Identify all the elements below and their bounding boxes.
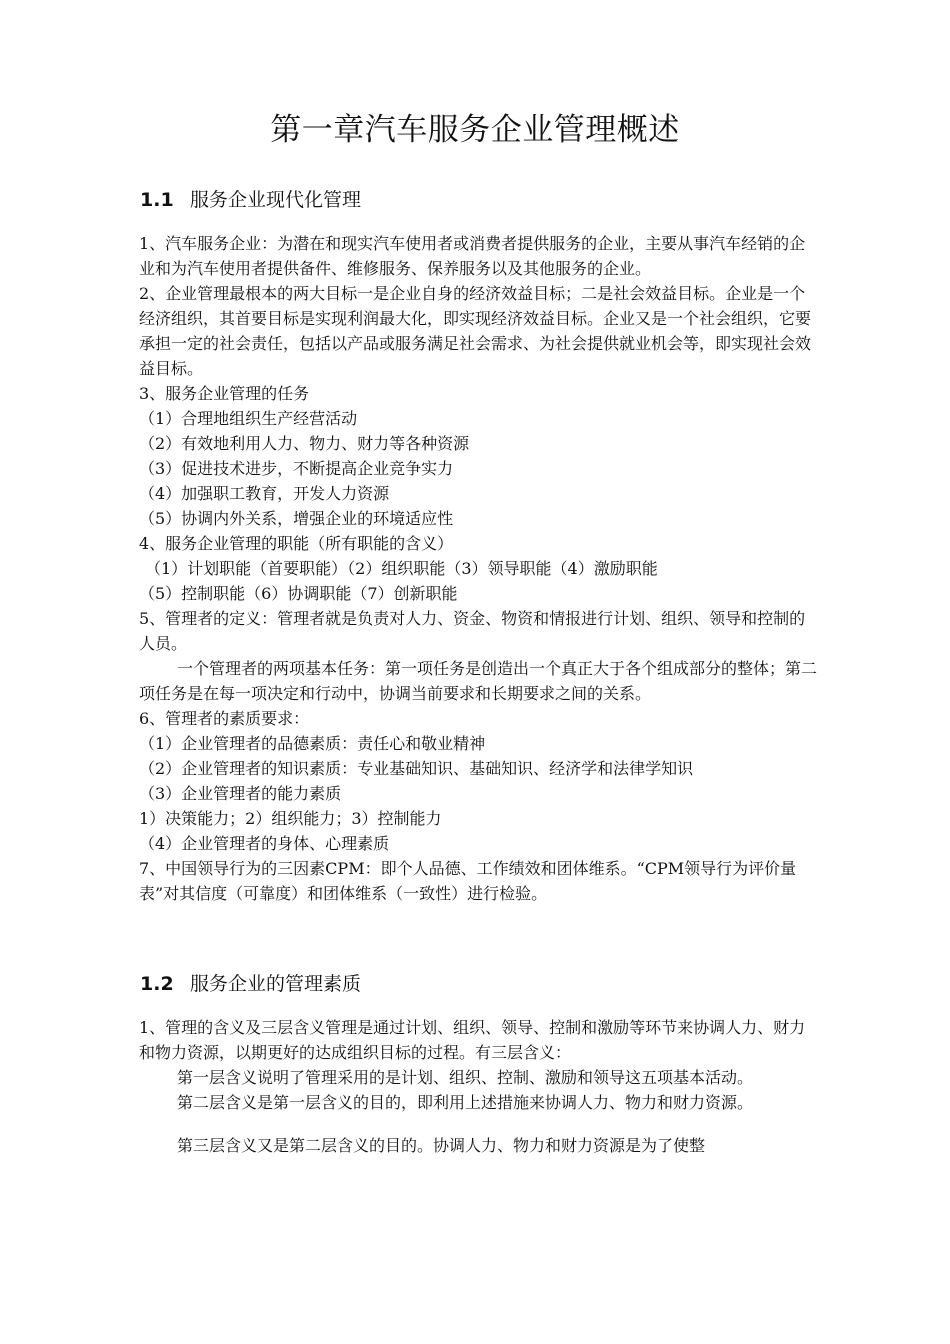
list-item: （2）企业管理者的知识素质：专业基础知识、基础知识、经济学和法律学知识 [139,759,694,778]
paragraph: 第二层含义是第一层含义的目的，即利用上述措施来协调人力、物力和财力资源。 [177,1093,754,1112]
paragraph: 5、管理者的定义：管理者就是负责对人力、资金、物资和情报进行计划、组织、领导和控制的人员。 [139,609,806,653]
list-item: （1）合理地组织生产经营活动 [139,409,358,428]
chapter-title: 第一章汽车服务企业管理概述 [270,112,680,148]
paragraph: 一个管理者的两项基本任务：第一项任务是创造出一个真正大于各个组成部分的整体；第二项任务是在每一项决定和行动中，协调当前要求和长期要求之间的关系。 [139,659,818,703]
paragraph: 第三层含义又是第二层含义的目的。协调人力、物力和财力资源是为了使整 [177,1136,706,1155]
section-number: 1.1 [140,189,174,211]
list-item: （1）企业管理者的品德素质：责任心和敬业精神 [139,734,486,753]
paragraph: 2、企业管理最根本的两大目标一是企业自身的经济效益目标；二是社会效益目标。企业是一个经济组织，其首要目标是实现利润最大化，即实现经济效益目标。企业又是一个社会组织，它要承担一定的社会责任，包括以产品或服务满足社会需求、为社会提供就业机会等，即实现社会效益目标。 [139,284,812,378]
list-item: （4）企业管理者的身体、心理素质 [139,834,390,853]
section-body-1-1 [139,231,819,906]
list-heading: 6、管理者的素质要求： [139,709,310,728]
list-heading: 4、服务企业管理的职能（所有职能的含义） [139,534,454,553]
section-heading-1-2 [140,970,361,998]
list-item: （5）协调内外关系，增强企业的环境适应性 [139,509,454,528]
list-heading: 3、服务企业管理的任务 [139,384,310,403]
section-number: 1.2 [140,973,174,995]
section-heading-1-1 [140,186,361,214]
list-item: （3）促进技术进步，不断提高企业竞争实力 [139,459,454,478]
paragraph: 1、管理的含义及三层含义管理是通过计划、组织、领导、控制和激励等环节来协调人力、财力和物力资源，以期更好的达成组织目标的过程。有三层含义： [139,1018,806,1062]
paragraph: 7、中国领导行为的三因素CPM：即个人品德、工作绩效和团体维系。“CPM领导行为评价量表”对其信度（可靠度）和团体维系（一致性）进行检验。 [139,859,797,903]
section-title: 服务企业的管理素质 [190,973,362,995]
list-item: （1）计划职能（首要职能）（2）组织职能（3）领导职能（4）激励职能 [145,559,658,578]
paragraph: 1、汽车服务企业：为潜在和现实汽车使用者或消费者提供服务的企业，主要从事汽车经销的企业和为汽车使用者提供备件、维修服务、保养服务以及其他服务的企业。 [139,234,806,278]
list-item: （2）有效地利用人力、物力、财力等各种资源 [139,434,470,453]
paragraph: 第一层含义说明了管理采用的是计划、组织、控制、激励和领导这五项基本活动。 [177,1068,754,1087]
list-item: （3）企业管理者的能力素质 [139,784,342,803]
spacer [139,1115,819,1133]
section-body-1-2 [139,1015,819,1158]
list-item: （5）控制职能（6）协调职能（7）创新职能 [139,584,458,603]
section-title: 服务企业现代化管理 [190,189,362,211]
list-item: （4）加强职工教育，开发人力资源 [139,484,390,503]
list-item: 1）决策能力；2）组织能力；3）控制能力 [139,809,442,828]
